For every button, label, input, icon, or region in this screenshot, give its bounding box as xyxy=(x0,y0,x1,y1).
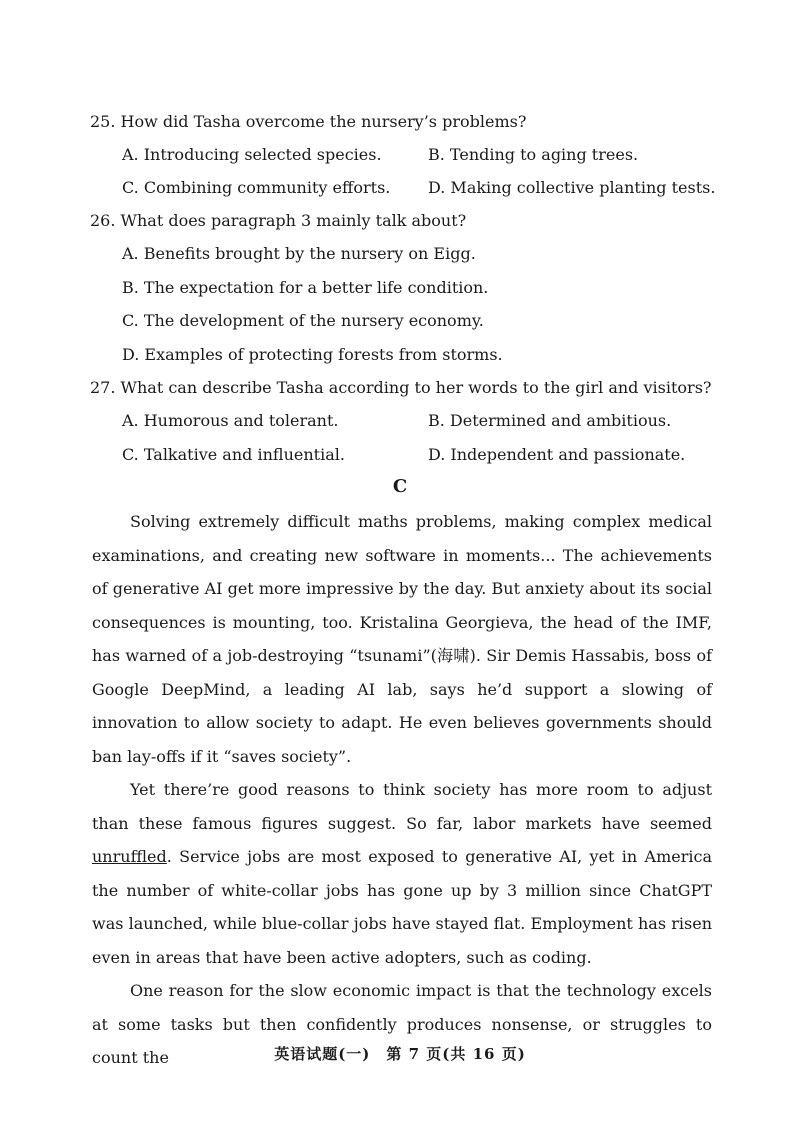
q27-option-c: C. Talkative and influential. xyxy=(122,445,345,464)
paragraph-2 xyxy=(92,773,712,974)
page-footer: 英语试题(一) 第 7 页(共 16 页) xyxy=(274,1045,526,1063)
q25-option-d: D. Making collective planting tests. xyxy=(428,178,716,197)
q25-option-c: C. Combining community efforts. xyxy=(122,178,391,197)
q27-option-a: A. Humorous and tolerant. xyxy=(122,411,339,430)
q26-option-c: C. The development of the nursery economy. xyxy=(122,311,484,330)
q26-option-d: D. Examples of protecting forests from storms. xyxy=(122,345,503,364)
paragraph-1: Solving extremely difficult maths problems, making complex medical examinations, and creating new software in moments... The achievements of generative AI get more impressive by the day. But anxiety about its social consequences is mounting, too. Kristalina Georgieva, the head of the IMF, has warned of a job-destroying “tsunami”(海啸). Sir Demis Hassabis, boss of Google DeepMind, a leading AI lab, says he’d support a slowing of innovation to allow society to adapt. He even believes governments should ban lay-offs if it “saves society”. xyxy=(92,512,712,766)
question-25: 25. How did Tasha overcome the nursery’s problems? xyxy=(90,112,527,131)
passage xyxy=(92,505,712,1075)
paragraph-2-text-a: Yet there’re good reasons to think society has more room to adjust than these famous figures suggest. So far, labor markets have seemed xyxy=(92,780,712,833)
q25-option-a: A. Introducing selected species. xyxy=(122,145,382,164)
q26-option-a: A. Benefits brought by the nursery on Eigg. xyxy=(122,244,476,263)
underlined-word: unruffled xyxy=(92,847,167,866)
q25-option-b: B. Tending to aging trees. xyxy=(428,145,639,164)
q26-option-b: B. The expectation for a better life condition. xyxy=(122,278,489,297)
paragraph-2-text-b: . Service jobs are most exposed to generative AI, yet in America the number of white-collar jobs has gone up by 3 million since ChatGPT was launched, while blue-collar jobs have stayed flat. Employment has risen even in areas that have been active adopters, such as coding. xyxy=(92,847,712,967)
section-title: C xyxy=(392,476,408,497)
q27-option-d: D. Independent and passionate. xyxy=(428,445,686,464)
question-26: 26. What does paragraph 3 mainly talk about? xyxy=(90,211,467,230)
question-27: 27. What can describe Tasha according to her words to the girl and visitors? xyxy=(90,378,712,397)
q27-option-b: B. Determined and ambitious. xyxy=(428,411,672,430)
paragraph-3: One reason for the slow economic impact is that the technology excels at some tasks but then confidently produces nonsense, or struggles to count the xyxy=(92,981,712,1067)
